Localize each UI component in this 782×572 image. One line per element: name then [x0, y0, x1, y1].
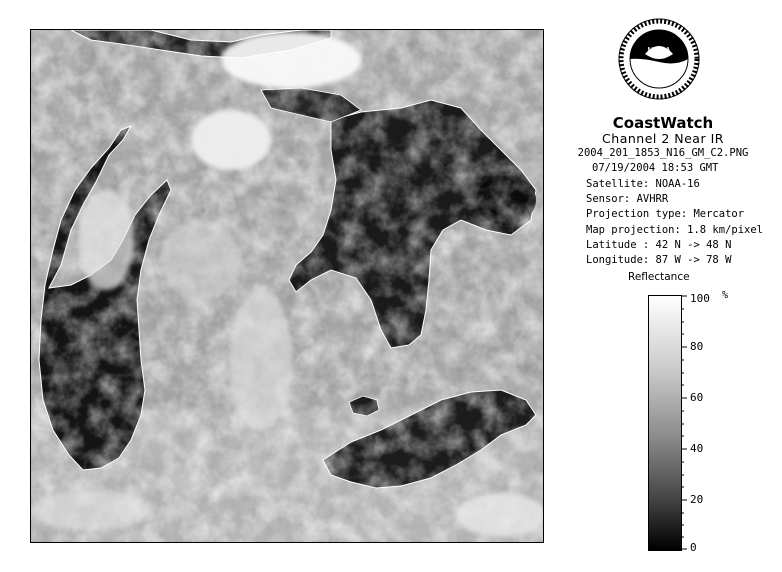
colorbar-axis	[681, 292, 741, 551]
datetime-text: 07/19/2004 18:53 GMT	[592, 162, 719, 174]
satellite-image	[30, 29, 544, 543]
colorbar-tick-label: 0	[690, 541, 697, 554]
colorbar-tick-label: 80	[690, 340, 704, 353]
logo-initials: NOAA	[647, 46, 671, 55]
product-title: CoastWatch	[612, 114, 714, 132]
channel-label: Channel 2 Near IR	[602, 131, 724, 146]
satellite-text: Satellite: NOAA-16	[586, 178, 700, 190]
cloud-cover	[31, 30, 543, 542]
longitude-text: Longitude: 87 W -> 78 W	[586, 254, 732, 266]
noaa-seal-icon	[618, 18, 700, 100]
sensor-text: Sensor: AVHRR	[586, 193, 669, 205]
colorbar-tick-label: 20	[690, 493, 704, 506]
filename-text: 2004_201_1853_N16_GM_C2.PNG	[577, 147, 749, 159]
colorbar-tick-label: 100	[690, 292, 710, 305]
satellite-image-canvas	[31, 30, 543, 542]
map-projection-text: Map projection: 1.8 km/pixel	[586, 224, 764, 236]
colorbar-tick-label: 60	[690, 391, 704, 404]
colorbar-unit: %	[722, 290, 729, 301]
projection-type-text: Projection type: Mercator	[586, 208, 745, 220]
colorbar-title: Reflectance	[628, 271, 690, 283]
colorbar-tick-label: 40	[690, 442, 704, 455]
latitude-text: Latitude : 42 N -> 48 N	[586, 239, 732, 251]
colorbar	[648, 295, 682, 551]
